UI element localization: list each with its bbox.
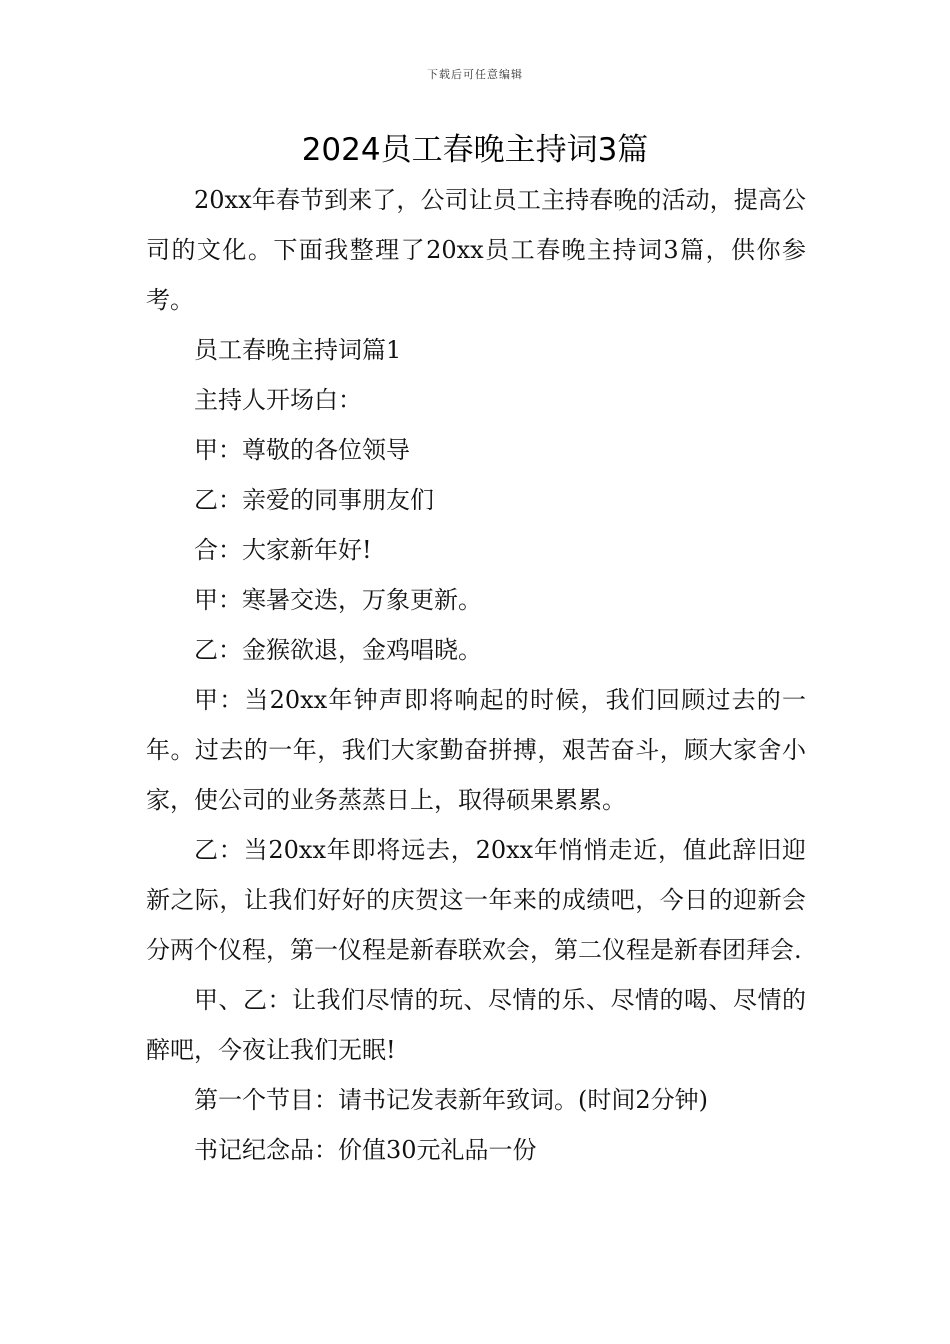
- dialogue-line: 合：大家新年好!: [194, 536, 372, 564]
- dialogue-line: 甲：尊敬的各位领导: [194, 436, 410, 464]
- dialogue-line: 甲：当20xx年钟声即将响起的时候，我们回顾过去的一年。过去的一年，我们大家勤奋拼搏，艰苦奋斗，顾大家舍小家，使公司的业务蒸蒸日上，取得硕果累累。: [146, 686, 806, 814]
- dialogue-line: 乙：当20xx年即将远去，20xx年悄悄走近，值此辞旧迎新之际，让我们好好的庆贺这一年来的成绩吧，今日的迎新会分两个仪程，第一仪程是新春联欢会，第二仪程是新春团拜会.: [146, 836, 806, 964]
- document-body: [146, 175, 806, 1175]
- dialogue-line: 乙：亲爱的同事朋友们: [194, 486, 434, 514]
- header-note: 下载后可任意编辑: [427, 68, 523, 81]
- paragraph: 主持人开场白：: [194, 386, 362, 414]
- program-item: 第一个节目：请书记发表新年致词。(时间2分钟): [194, 1086, 708, 1114]
- dialogue-line: 甲：寒暑交迭，万象更新。: [194, 586, 482, 614]
- document-title: 2024员工春晚主持词3篇: [301, 132, 649, 168]
- dialogue-line: 乙：金猴欲退，金鸡唱晓。: [194, 636, 482, 664]
- section-heading: 员工春晚主持词篇1: [194, 336, 402, 364]
- intro-paragraph: 20xx年春节到来了，公司让员工主持春晚的活动，提高公司的文化。下面我整理了20xx员工春晚主持词3篇，供你参考。: [146, 186, 806, 314]
- dialogue-line: 甲、乙：让我们尽情的玩、尽情的乐、尽情的喝、尽情的醉吧，今夜让我们无眠!: [146, 986, 806, 1064]
- program-item: 书记纪念品：价值30元礼品一份: [194, 1136, 537, 1164]
